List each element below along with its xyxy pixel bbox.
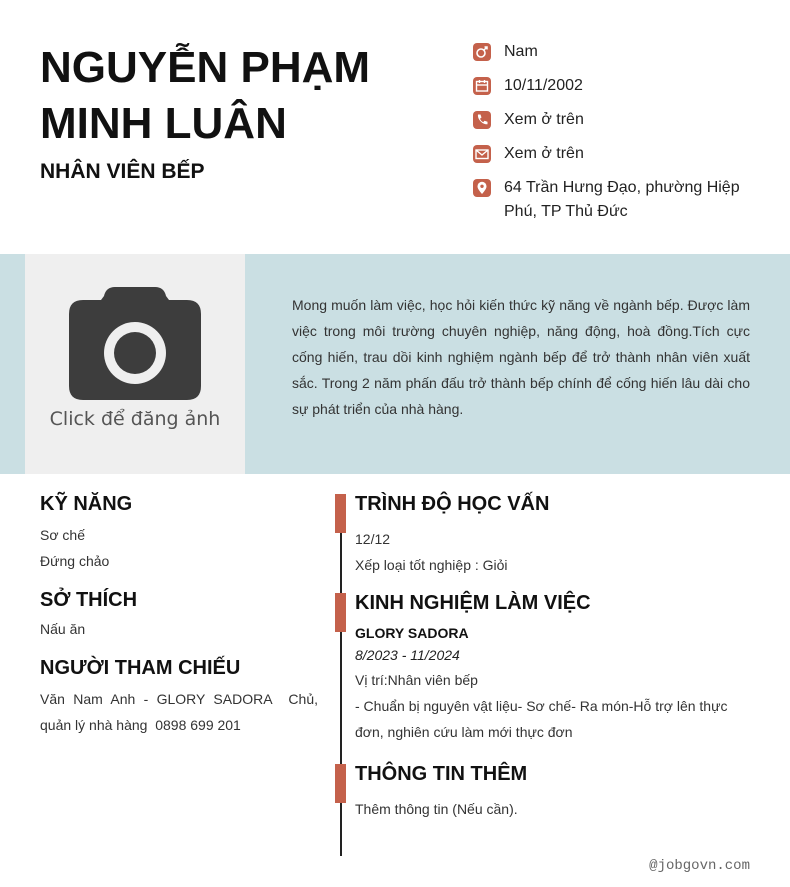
email-icon xyxy=(473,145,491,163)
phone-icon xyxy=(473,111,491,129)
camera-icon xyxy=(69,286,201,402)
references-section xyxy=(40,654,322,738)
career-objective: Mong muốn làm việc, học hỏi kiến thức kỹ năng về ngành bếp. Được làm việc trong môi trường chuyên nghiệp, năng động, hoà đồng.Tích cực cống hiến, trau dồi kinh nghiệm ngành bếp để trở thành nhân viên xuất sắc. Trong 2 năm phấn đấu trở thành bếp chính để cống hiến lâu dài cho sự phát triển của nhà hàng. xyxy=(292,297,750,417)
contact-address xyxy=(472,176,762,224)
contact-email xyxy=(472,142,762,166)
extra-info-section xyxy=(355,760,755,822)
gender-icon xyxy=(473,43,491,61)
name-line-1: NGUYỄN PHẠM xyxy=(40,43,371,92)
experience-description: - Chuẩn bị nguyên vật liệu- Sơ chế- Ra món-Hỗ trợ lên thực đơn, nghiên cứu làm mới thực đơn xyxy=(355,698,728,740)
skills-section xyxy=(40,490,318,574)
phone-value: Xem ở trên xyxy=(504,111,584,128)
photo-upload[interactable] xyxy=(25,254,245,474)
skill-item: Sơ chế xyxy=(40,527,85,543)
job-title: NHÂN VIÊN BẾP xyxy=(40,160,205,183)
email-value: Xem ở trên xyxy=(504,145,584,162)
full-name xyxy=(40,40,440,152)
education-accent-bar xyxy=(335,494,346,533)
contact-birthday xyxy=(472,74,762,98)
reference-text: Văn Nam Anh - GLORY SADORA Chủ, quản lý nhà hàng 0898 699 201 xyxy=(40,691,322,733)
experience-period: 8/2023 - 11/2024 xyxy=(355,647,460,663)
contact-phone xyxy=(472,108,762,132)
left-column xyxy=(40,490,322,738)
references-title: NGƯỜI THAM CHIẾU xyxy=(40,657,241,679)
hobby-item: Nấu ăn xyxy=(40,621,86,637)
gender-value: Nam xyxy=(504,43,538,60)
education-title: TRÌNH ĐỘ HỌC VẤN xyxy=(355,493,550,515)
education-grade: Xếp loại tốt nghiệp : Giỏi xyxy=(355,557,508,573)
experience-company: GLORY SADORA xyxy=(355,625,469,641)
experience-title: KINH NGHIỆM LÀM VIỆC xyxy=(355,592,591,614)
experience-accent-bar xyxy=(335,593,346,632)
watermark: @jobgovn.com xyxy=(649,858,750,874)
experience-position: Vị trí:Nhân viên bếp xyxy=(355,672,478,688)
extra-info-text: Thêm thông tin (Nếu cần). xyxy=(355,801,518,817)
birthday-value: 10/11/2002 xyxy=(504,77,583,94)
address-value: 64 Trần Hưng Đạo, phường Hiệp Phú, TP Thủ Đức xyxy=(504,179,740,220)
skills-title: KỸ NĂNG xyxy=(40,493,133,515)
education-section xyxy=(355,490,755,578)
hobbies-section xyxy=(40,586,318,642)
extra-info-title: THÔNG TIN THÊM xyxy=(355,763,528,785)
experience-section xyxy=(355,589,755,745)
skill-item: Đứng chảo xyxy=(40,553,110,569)
contact-info xyxy=(472,40,762,234)
location-pin-icon xyxy=(473,179,491,197)
contact-gender xyxy=(472,40,762,64)
extra-accent-bar xyxy=(335,764,346,803)
photo-upload-label: Click để đăng ảnh xyxy=(49,408,221,430)
education-level: 12/12 xyxy=(355,531,391,547)
hobbies-title: SỞ THÍCH xyxy=(40,589,138,611)
calendar-icon xyxy=(473,77,491,95)
name-line-2: MINH LUÂN xyxy=(40,99,287,148)
